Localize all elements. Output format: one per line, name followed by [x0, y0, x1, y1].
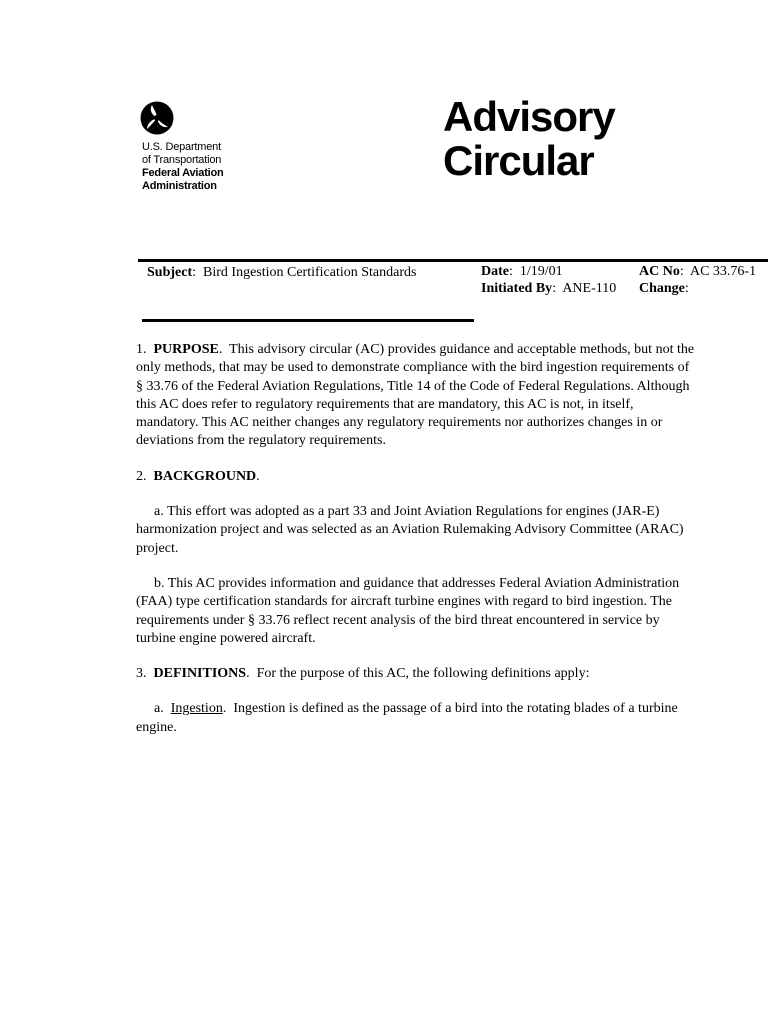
- section-heading: DEFINITIONS: [153, 666, 247, 682]
- date-label: Date: [481, 264, 509, 279]
- section-heading: PURPOSE: [153, 342, 219, 357]
- section-number: 3.: [136, 666, 147, 682]
- agency-line-4: Administration: [142, 180, 217, 192]
- definition-ingestion: a. Ingestion. Ingestion is defined as the passage of a bird into the rotating blades of a turbine engine.: [136, 701, 678, 735]
- agency-line-2: of Transportation: [142, 154, 222, 166]
- subject-field: Subject: Bird Ingestion Certification Standards: [147, 265, 417, 280]
- dot-logo-icon: [140, 101, 174, 135]
- background-paragraph-b: b. This AC provides information and guidance that addresses Federal Aviation Administration (FAA) type certification standards for aircraft turbine engines with regard to bird ingestion. The requirements under § 33.76 reflect recent analysis of the bird threat encountered in service by turbine engine powered aircraft.: [136, 575, 680, 646]
- section-background: 2. BACKGROUND.: [136, 468, 260, 484]
- ac-number-label: AC No: [639, 264, 680, 279]
- definition-text: Ingestion is defined as the passage of a bird into the rotating blades of a turbine engine.: [136, 701, 678, 735]
- subject-divider: [142, 319, 474, 322]
- section-number: 1.: [136, 342, 147, 357]
- document-body: [136, 341, 696, 754]
- section-text: For the purpose of this AC, the following definitions apply:: [256, 666, 590, 682]
- subject-label: Subject: [147, 265, 193, 280]
- section-number: 2.: [136, 468, 147, 484]
- section-text: This advisory circular (AC) provides guidance and acceptable methods, but not the only methods, that may be used to demonstrate compliance with the bird ingestion requirements of § 33.76 of the Federal Aviation Regulations, Title 14 of the Code of Federal Regulations. Although this AC does refer to regulatory requirements that are mandatory, this AC is not, in itself, mandatory. This AC neither changes any regulatory requirements nor authorizes changes in or deviations from the regulatory requirements.: [136, 342, 695, 449]
- section-heading: BACKGROUND: [153, 468, 257, 484]
- ac-number-value: AC 33.76-1: [689, 264, 757, 279]
- document-title: [443, 95, 615, 183]
- initiated-by-label: Initiated By: [481, 281, 553, 296]
- background-paragraph-a: a. This effort was adopted as a part 33 and Joint Aviation Regulations for engines (JAR-E) harmonization project and was selected as an Aviation Rulemaking Advisory Committee (ARAC) project.: [136, 504, 684, 556]
- ac-number-field: AC No: AC 33.76-1: [639, 264, 757, 279]
- item-letter: a.: [154, 701, 164, 717]
- change-field: Change:: [639, 281, 689, 296]
- agency-line-1: U.S. Department: [142, 141, 221, 153]
- section-purpose: 1. PURPOSE. This advisory circular (AC) provides guidance and acceptable methods, but not the only methods, that may be used to demonstrate compliance with the bird ingestion requirements of § 33.76 of the Federal Aviation Regulations, Title 14 of the Code of Federal Regulations. Although this AC does refer to regulatory requirements that are mandatory, this AC is not, in itself, mandatory. This AC neither changes any regulatory requirements nor authorizes changes in or deviations from the regulatory requirements.: [136, 342, 695, 449]
- agency-name: [142, 141, 224, 193]
- subject-value: Bird Ingestion Certification Standards: [203, 265, 417, 280]
- initiated-by-value: ANE-110: [562, 281, 617, 296]
- definition-term: Ingestion: [170, 701, 223, 717]
- title-line-2: Circular: [443, 137, 594, 184]
- agency-line-3: Federal Aviation: [142, 167, 224, 179]
- date-field: Date: 1/19/01: [481, 264, 563, 279]
- top-divider: [138, 259, 768, 262]
- title-line-1: Advisory: [443, 93, 615, 140]
- date-value: 1/19/01: [519, 264, 563, 279]
- initiated-by-field: Initiated By: ANE-110: [481, 281, 617, 296]
- section-definitions: 3. DEFINITIONS. For the purpose of this AC, the following definitions apply:: [136, 666, 590, 682]
- change-label: Change: [639, 281, 685, 296]
